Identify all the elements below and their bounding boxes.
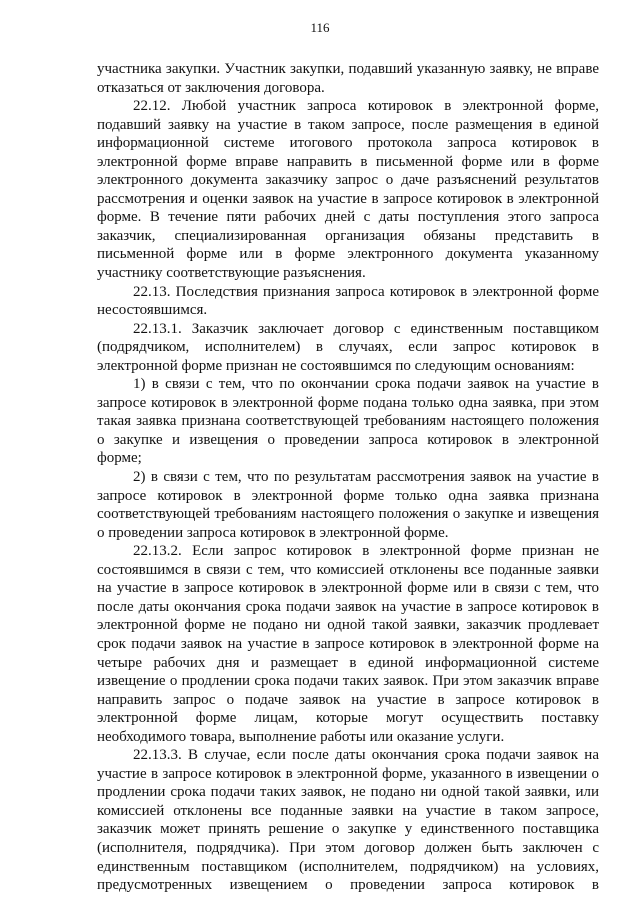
text-line: такая заявка признана соответствующей требованиям настоящего положения bbox=[97, 413, 599, 430]
text-line: рассмотрения и оценки заявок на участие в запросе котировок в электронной bbox=[97, 190, 599, 207]
text-line: запросе котировок в электронной форме подана только одна заявка, при этом bbox=[97, 394, 599, 411]
text-line: электронной форме лицам, которые могут осуществить поставку bbox=[97, 710, 599, 727]
text-line: извещение о продлении срока подачи таких заявок. При этом заказчик вправе bbox=[97, 673, 599, 690]
text-line: форме. В течение пяти рабочих дней с даты поступления этого запроса bbox=[97, 209, 599, 226]
text-line: письменной форме или в форме электронного документа указанному bbox=[97, 246, 599, 263]
text-line: необходимого товара, выполнение работы или оказание услуги. bbox=[97, 728, 505, 745]
text-line: единственным поставщиком (исполнителем, подрядчиком) на условиях, bbox=[97, 858, 599, 875]
text-line: соответствующей требованиям настоящего положения о закупке и извещения bbox=[97, 506, 599, 523]
page-number: 116 bbox=[310, 20, 330, 35]
text-line: о проведении запроса котировок в электронной форме. bbox=[97, 524, 449, 541]
text-line: форме; bbox=[97, 450, 142, 467]
text-line: 22.13.3. В случае, если после даты окончания срока подачи заявок на bbox=[133, 747, 599, 764]
text-line: (подрядчиком, исполнителем) в случаях, если запрос котировок в bbox=[97, 339, 599, 356]
text-line: комиссией отклонены все поданные заявки на участие в таком запросе, bbox=[97, 802, 599, 819]
text-line: 2) в связи с тем, что по результатам рассмотрения заявок на участие в bbox=[133, 469, 599, 486]
text-line: четыре рабочих дня и размещает в единой информационной системе bbox=[97, 654, 599, 671]
text-line: продлении срока подачи таких заявок, не подано ни одной такой заявки, или bbox=[97, 784, 599, 801]
text-line: состоявшимся в связи с тем, что комиссией отклонены все поданные заявки bbox=[97, 561, 599, 578]
text-line: предусмотренных извещением о проведении запроса котировок в bbox=[97, 877, 599, 894]
text-line: подавший заявку на участие в таком запросе, после размещения в единой bbox=[97, 116, 599, 133]
text-line: 1) в связи с тем, что по окончании срока подачи заявок на участие в bbox=[133, 376, 599, 393]
text-line: электронной форме не подано ни одной такой заявки, заказчик продлевает bbox=[97, 617, 599, 634]
text-line: (исполнителя, подрядчика). При этом договор должен быть заключен с bbox=[97, 839, 599, 856]
text-line: участнику соответствующие разъяснения. bbox=[97, 265, 366, 282]
text-line: электронной форме вправе направить в письменной форме или в форме bbox=[97, 153, 599, 170]
text-line: несостоявшимся. bbox=[97, 302, 208, 319]
text-line: заказчик может принять решение о закупке у единственного поставщика bbox=[97, 821, 599, 838]
text-line: электронного документа заказчику запрос о даче разъяснений результатов bbox=[97, 172, 599, 189]
text-line: после даты окончания срока подачи заявок на участие в запросе котировок в bbox=[97, 598, 599, 615]
text-line: заказчик, специализированная организация обязаны представить в bbox=[97, 227, 599, 244]
text-line: электронной форме признан не состоявшимся по следующим основаниям: bbox=[97, 357, 575, 374]
text-line: 22.12. Любой участник запроса котировок в электронной форме, bbox=[133, 98, 599, 115]
text-line: срок подачи заявок на участие в запросе котировок в электронной форме на bbox=[97, 635, 599, 652]
text-line: 22.13.2. Если запрос котировок в электронной форме признан не bbox=[133, 543, 599, 560]
text-line: участника закупки. Участник закупки, подавший указанную заявку, не вправе bbox=[97, 61, 599, 77]
text-line: отказаться от заключения договора. bbox=[97, 79, 325, 96]
text-line: на участие в запросе котировок в электронной форме или в связи с тем, что bbox=[97, 580, 599, 597]
text-line: 22.13.1. Заказчик заключает договор с единственным поставщиком bbox=[133, 320, 599, 337]
text-line: 22.13. Последствия признания запроса котировок в электронной форме bbox=[133, 283, 599, 300]
text-line: запросе котировок в электронной форме только одна заявка признана bbox=[97, 487, 599, 504]
text-line: участие в запросе котировок в электронной форме, указанного в извещении о bbox=[97, 765, 599, 782]
text-line: информационной системе итогового протокола запроса котировок в bbox=[97, 135, 599, 152]
text-line: о закупке и извещения о проведении запроса котировок в электронной bbox=[97, 431, 599, 448]
text-line: направить запрос о подаче заявок на участие в запросе котировок в bbox=[97, 691, 599, 708]
document-body bbox=[97, 60, 599, 895]
